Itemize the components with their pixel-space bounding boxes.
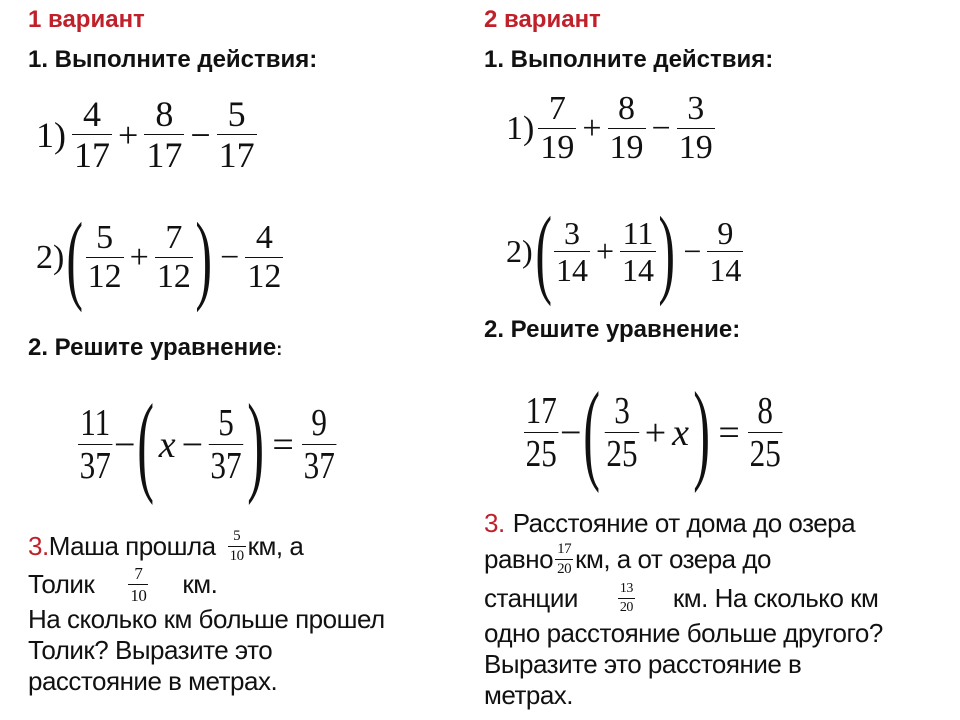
plus-sign: +: [118, 114, 139, 155]
fraction: $\frac{8}{19}$: [609, 90, 644, 166]
variant1-task1-heading: 1. Выполните действия:: [28, 46, 318, 73]
task3-text: станции: [484, 582, 578, 613]
task3-text: км, а: [247, 530, 304, 561]
variant1-title: 1 вариант: [28, 6, 145, 33]
task3-line: [28, 564, 385, 604]
task3-number: 3.: [484, 507, 505, 538]
task3-text: На сколько км больше прошел: [28, 604, 385, 634]
right-paren: ): [693, 370, 711, 494]
task3-text: метрах.: [484, 680, 574, 710]
minus-sign: −: [560, 411, 582, 454]
plus-sign: +: [582, 109, 602, 147]
task3-line: [28, 528, 385, 564]
fraction: $\frac{17}{20}$: [557, 540, 572, 577]
left-paren: (: [534, 196, 552, 307]
task3-text: Толик? Выразите это: [28, 635, 273, 665]
variant1-expression-1: [36, 96, 257, 173]
equals-sign: =: [718, 411, 740, 454]
minus-sign: −: [181, 423, 204, 466]
fraction: $\frac{5}{12}$: [87, 219, 122, 295]
fraction: $\frac{9}{14}$: [709, 215, 742, 288]
task3-line: [484, 540, 883, 578]
task3-text: км.: [182, 568, 218, 599]
variant2-task3: [484, 506, 883, 711]
variant1-task2-heading: 2. Решите уравнение:: [28, 334, 283, 361]
task3-line: [484, 506, 883, 540]
task3-text: расстояние в метрах.: [28, 666, 278, 696]
minus-sign: −: [114, 423, 136, 466]
fraction: $\frac{7}{12}$: [156, 219, 191, 295]
fraction: $\frac{3}{25}$: [606, 390, 638, 475]
left-paren: (: [583, 370, 601, 494]
minus-sign: −: [683, 233, 702, 269]
variant1-task3: [28, 528, 385, 697]
variant2-expression-1: [506, 92, 715, 165]
task3-text: км. На сколько км: [672, 582, 879, 613]
expression-label: 1): [36, 114, 66, 155]
task3-text: Толик: [28, 568, 95, 599]
fraction: $\frac{13}{20}$: [619, 580, 633, 615]
variant1-expression-2: [36, 200, 283, 315]
fraction: $\frac{11}{37}$: [79, 402, 111, 487]
right-paren: ): [658, 196, 675, 307]
fraction: $\frac{17}{25}$: [525, 390, 557, 475]
fraction: $\frac{8}{25}$: [749, 390, 781, 475]
equals-sign: =: [272, 423, 294, 466]
variant1-equation: [78, 380, 344, 509]
task3-text: одно расстояние больше другого?: [484, 618, 883, 648]
fraction: $\frac{4}{17}$: [74, 94, 110, 175]
task3-text: Маша прошла: [48, 530, 216, 561]
expression-label: 2): [506, 233, 533, 269]
fraction: $\frac{4}{12}$: [247, 219, 282, 295]
variant2-task2-heading: 2. Решите уравнение:: [484, 316, 741, 343]
fraction: $\frac{3}{19}$: [678, 90, 713, 166]
expression-label: 1): [506, 109, 535, 147]
task3-text: равно: [484, 543, 554, 574]
expression-label: 2): [36, 238, 65, 276]
fraction: $\frac{7}{19}$: [540, 90, 575, 166]
variant2-expression-2: [506, 194, 743, 309]
task3-text: Выразите это расстояние в: [484, 649, 802, 679]
right-paren: ): [247, 382, 265, 506]
variant2-title: 2 вариант: [484, 6, 601, 33]
fraction: $\frac{3}{14}$: [555, 215, 588, 288]
left-paren: (: [137, 382, 155, 506]
task3-text: км, а от озера до: [575, 543, 771, 574]
plus-sign: +: [129, 238, 149, 276]
fraction: $\frac{9}{37}$: [303, 402, 335, 487]
fraction: $\frac{5}{37}$: [210, 402, 242, 487]
task3-text: Расстояние от дома до озера: [512, 507, 856, 538]
variant2-task1-heading: 1. Выполните действия:: [484, 46, 774, 73]
variant2-equation: [524, 368, 790, 497]
left-paren: (: [66, 202, 84, 313]
fraction: $\frac{5}{17}$: [218, 94, 255, 175]
minus-sign: −: [190, 114, 211, 155]
fraction: $\frac{8}{17}$: [146, 94, 183, 175]
plus-sign: +: [644, 411, 667, 454]
task3-number: 3.: [28, 530, 49, 561]
right-paren: ): [195, 202, 212, 313]
minus-sign: −: [651, 109, 671, 147]
fraction: $\frac{5}{10}$: [229, 527, 244, 564]
fraction: $\frac{7}{10}$: [130, 563, 147, 605]
plus-sign: +: [595, 233, 615, 269]
variable-x: x: [672, 411, 690, 454]
minus-sign: −: [220, 238, 240, 276]
task3-line: [484, 578, 883, 618]
fraction: $\frac{11}{14}$: [622, 215, 655, 288]
variable-x: x: [158, 423, 176, 466]
